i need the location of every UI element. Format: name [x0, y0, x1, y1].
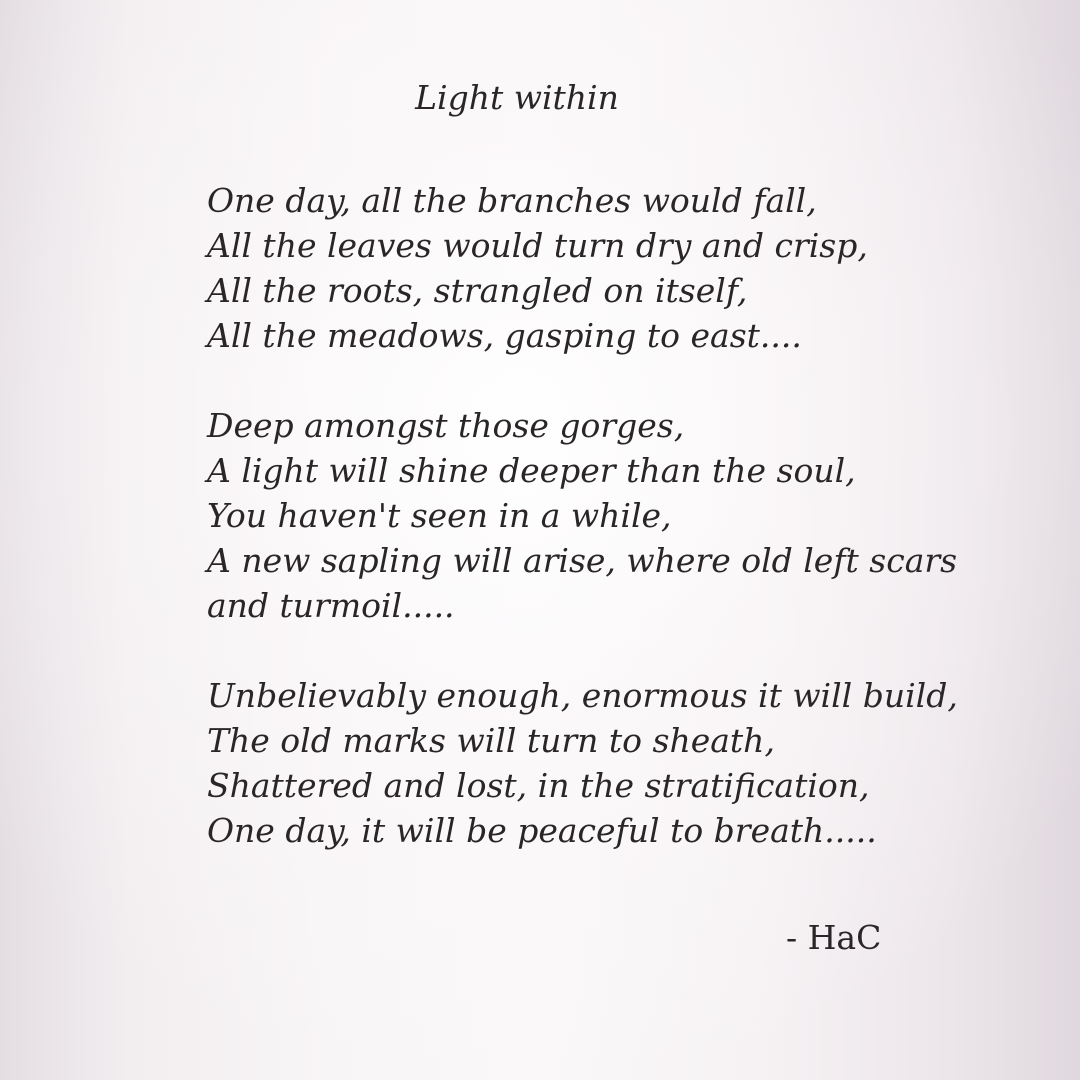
poem-body [207, 178, 1057, 853]
stanza-1 [207, 178, 1057, 358]
poem-line: The old marks will turn to sheath, [207, 721, 775, 760]
poem-line: A light will shine deeper than the soul, [207, 451, 856, 490]
poem-line: Deep amongst those gorges, [207, 406, 685, 445]
poem-line: A new sapling will arise, where old left scars [207, 541, 958, 580]
poem-line: You haven't seen in a while, [207, 496, 672, 535]
poem-line: All the roots, strangled on itself, [207, 271, 748, 310]
poem-title: Light within [415, 78, 619, 117]
poem-line: One day, it will be peaceful to breath..... [207, 811, 877, 850]
poem-line: Unbelievably enough, enormous it will build, [207, 676, 958, 715]
poem-line: One day, all the branches would fall, [207, 181, 817, 220]
poem-line: All the meadows, gasping to east.... [207, 316, 802, 355]
poem-line: Shattered and lost, in the stratification, [207, 766, 870, 805]
author-signature: - HaC [786, 918, 882, 957]
stanza-2 [207, 403, 1057, 628]
poem-line: All the leaves would turn dry and crisp, [207, 226, 868, 265]
stanza-3 [207, 673, 1057, 853]
poem-line: and turmoil..... [207, 586, 455, 625]
